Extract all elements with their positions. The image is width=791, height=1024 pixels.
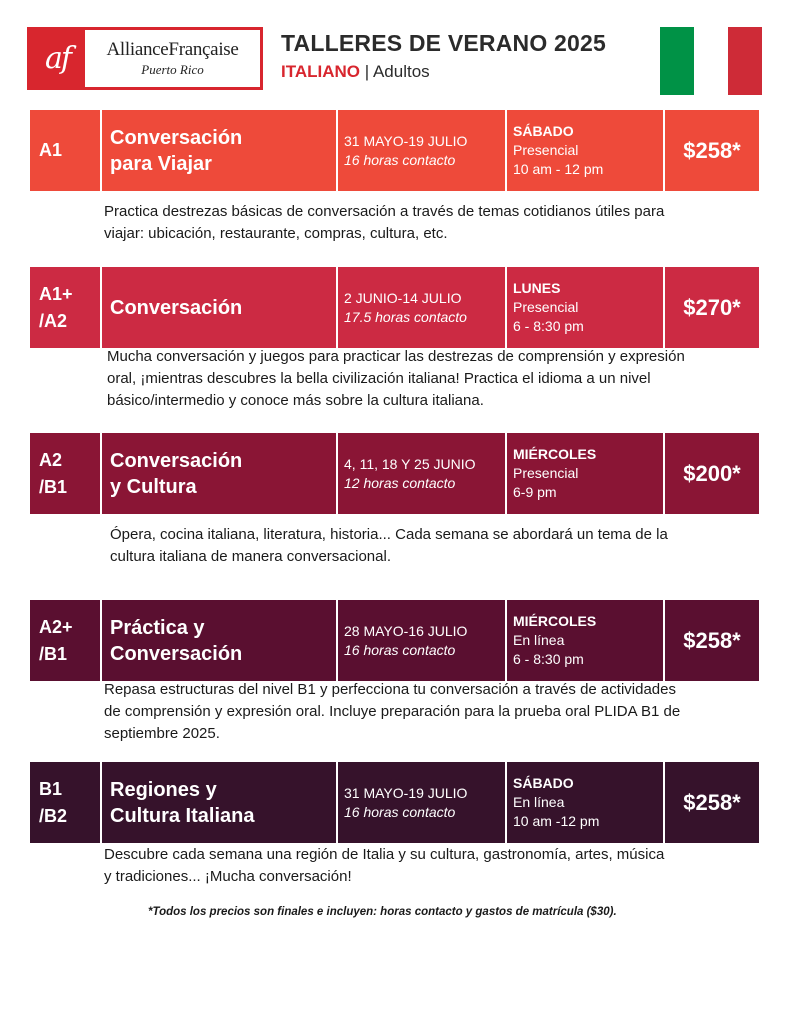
course-contact-hours: 16 horas contacto — [344, 151, 456, 168]
course-dates — [336, 600, 505, 681]
course-date-range: 4, 11, 18 Y 25 JUNIO — [344, 455, 476, 472]
course-price: $258* — [663, 762, 759, 843]
course-description: Descubre cada semana una región de Italia y su cultura, gastronomía, artes, música y tradiciones... ¡Mucha conversación! — [104, 846, 665, 885]
course-schedule — [505, 267, 663, 348]
course-date-range: 2 JUNIO-14 JULIO — [344, 289, 462, 306]
italian-flag — [660, 27, 762, 95]
course-row — [30, 600, 759, 681]
page-subtitle — [281, 62, 430, 82]
course-dates — [336, 267, 505, 348]
course-level-line: A1+ — [39, 283, 73, 304]
course-level — [30, 600, 100, 681]
course-level — [30, 762, 100, 843]
course-time: 10 am - 12 pm — [513, 161, 604, 177]
course-name — [100, 433, 336, 514]
course-day: MIÉRCOLES — [513, 613, 597, 629]
course-date-range: 31 MAYO-19 JULIO — [344, 784, 468, 801]
price-footnote: *Todos los precios son finales e incluyen: horas contacto y gastos de matrícula ($30). — [148, 906, 617, 918]
course-day: LUNES — [513, 280, 561, 296]
alliance-francaise-logo — [27, 27, 263, 90]
course-row — [30, 433, 759, 514]
course-price: $200* — [663, 433, 759, 514]
course-time: 6 - 8:30 pm — [513, 651, 584, 667]
course-mode: En línea — [513, 632, 565, 648]
course-mode: En línea — [513, 794, 565, 810]
course-level-line: /B1 — [39, 643, 68, 664]
course-mode: Presencial — [513, 142, 579, 158]
course-level-line: A1 — [39, 140, 63, 160]
logo-name: AllianceFrançaise — [106, 39, 239, 60]
course-name-line: y Cultura — [110, 475, 197, 498]
course-schedule — [505, 110, 663, 191]
course-schedule — [505, 433, 663, 514]
course-name — [100, 762, 336, 843]
course-time: 6-9 pm — [513, 484, 557, 500]
course-schedule — [505, 600, 663, 681]
course-name-line: Conversación — [110, 126, 243, 149]
course-level — [30, 267, 100, 348]
course-name-line: Conversación — [110, 449, 243, 472]
course-level-line: B1 — [39, 778, 63, 799]
course-time: 6 - 8:30 pm — [513, 318, 584, 334]
course-contact-hours: 17.5 horas contacto — [344, 308, 467, 325]
course-name — [100, 267, 336, 348]
course-day: MIÉRCOLES — [513, 446, 597, 462]
flag-stripe-green — [660, 27, 694, 95]
course-mode: Presencial — [513, 465, 579, 481]
course-dates — [336, 433, 505, 514]
audience-label: Adultos — [372, 62, 430, 81]
logo-subtitle: Puerto Rico — [141, 62, 204, 77]
course-level-line: /B2 — [39, 805, 68, 826]
course-price: $270* — [663, 267, 759, 348]
course-name-line: Regiones y — [110, 778, 217, 801]
course-date-range: 28 MAYO-16 JULIO — [344, 622, 468, 639]
course-contact-hours: 12 horas contacto — [344, 474, 456, 491]
flag-stripe-red — [728, 27, 762, 95]
course-price: $258* — [663, 600, 759, 681]
course-name-line: para Viajar — [110, 152, 212, 175]
course-row — [30, 762, 759, 843]
course-time: 10 am -12 pm — [513, 813, 600, 829]
course-contact-hours: 16 horas contacto — [344, 803, 456, 820]
course-dates — [336, 762, 505, 843]
course-row — [30, 267, 759, 348]
course-day: SÁBADO — [513, 775, 574, 791]
course-name-line: Práctica y — [110, 616, 205, 639]
course-contact-hours: 16 horas contacto — [344, 641, 456, 658]
course-price: $258* — [663, 110, 759, 191]
course-row — [30, 110, 759, 191]
course-mode: Presencial — [513, 299, 579, 315]
page-title: TALLERES DE VERANO 2025 — [281, 30, 606, 56]
logo-mark: af — [30, 30, 85, 87]
course-description: Ópera, cocina italiana, literatura, historia... Cada semana se abordará un tema de la cultura italiana de manera conversacional. — [110, 526, 668, 565]
course-day: SÁBADO — [513, 123, 574, 139]
subtitle-separator: | — [360, 62, 373, 81]
course-name-line: Conversación — [110, 296, 243, 319]
flag-stripe-white — [694, 27, 728, 95]
course-date-range: 31 MAYO-19 JULIO — [344, 132, 468, 149]
course-dates — [336, 110, 505, 191]
course-level — [30, 433, 100, 514]
course-name — [100, 600, 336, 681]
course-level-line: /A2 — [39, 310, 68, 331]
course-schedule — [505, 762, 663, 843]
course-description: Repasa estructuras del nivel B1 y perfecciona tu conversación a través de actividades de comprensión y expresión oral. Incluye preparación para la prueba oral PLIDA B1 de septiembre 2025. — [104, 681, 681, 742]
course-name-line: Cultura Italiana — [110, 804, 255, 827]
course-name-line: Conversación — [110, 642, 243, 665]
course-level-line: /B1 — [39, 476, 68, 497]
course-description: Mucha conversación y juegos para practicar las destrezas de comprensión y expresión oral, ¡mientras descubres la bella civilización italiana! Practica el idioma a un nivel básico/intermedio y conoce más sobre la cultura italiana. — [107, 348, 685, 409]
logo-text — [85, 30, 260, 87]
language-label: ITALIANO — [281, 62, 361, 81]
course-level — [30, 110, 100, 191]
course-description: Practica destrezas básicas de conversación a través de temas cotidianos útiles para viajar: ubicación, restaurante, compras, cultura, etc. — [104, 203, 665, 242]
course-level-line: A2 — [39, 449, 63, 470]
course-level-line: A2+ — [39, 616, 73, 637]
course-name — [100, 110, 336, 191]
